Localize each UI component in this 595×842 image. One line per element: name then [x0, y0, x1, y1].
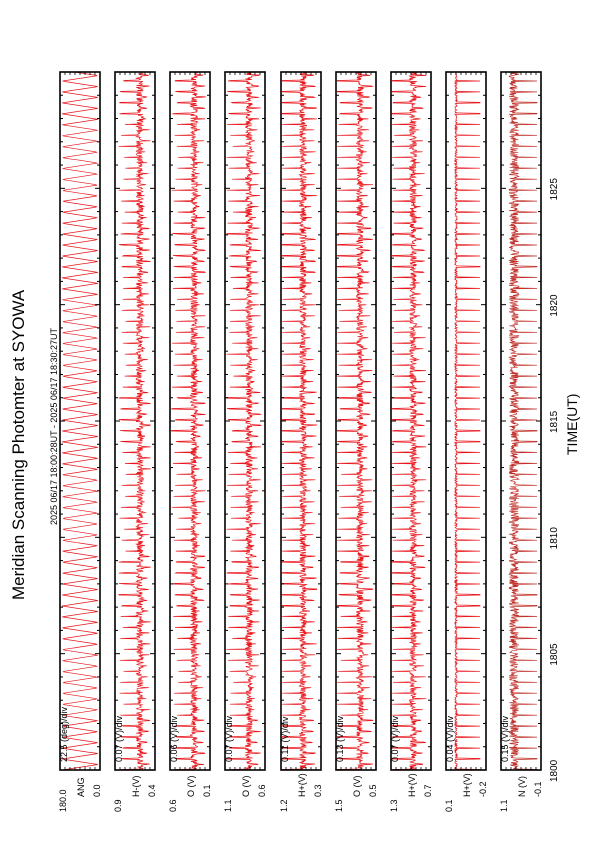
panel-3 — [168, 72, 212, 812]
panel-channel-label: H+(V) — [407, 773, 417, 797]
panel-frame — [225, 72, 265, 770]
panel-scale-label: 0.04 (V)/div — [445, 715, 455, 762]
panel-channel-label: O (V) — [352, 775, 362, 797]
series-trace — [455, 72, 480, 770]
panel-frame — [170, 72, 210, 770]
panel-y-bottom-label: 0.3 — [313, 784, 323, 797]
panel-scale-label: 0.15 (V)/div — [500, 715, 510, 762]
panel-channel-label: O (V) — [241, 775, 251, 797]
x-tick-label: 1825 — [549, 178, 560, 201]
panel-4 — [223, 72, 267, 812]
panel-frame — [115, 72, 155, 770]
panel-9 — [499, 72, 543, 812]
series-trace — [392, 72, 426, 770]
panel-channel-label: ANG — [76, 777, 86, 797]
panel-frame — [446, 72, 486, 770]
x-tick-label: 1810 — [549, 527, 560, 550]
time-range-label: 2025 06/17 18:00:28UT - 2025 06/17 18:30:27UT — [49, 328, 59, 525]
panel-scale-label: 0.11 (V)/div — [280, 716, 290, 762]
panel-y-top-label: 1.5 — [334, 799, 344, 812]
series-trace — [226, 72, 261, 770]
series-trace — [171, 72, 206, 770]
panel-y-top-label: 1.3 — [389, 799, 399, 812]
x-axis-label: TIME(UT) — [564, 393, 580, 455]
panel-y-top-label: 0.9 — [113, 799, 123, 812]
panel-channel-label: N (V) — [517, 776, 527, 797]
panel-y-top-label: 1.1 — [223, 799, 233, 812]
panel-y-top-label: 0.6 — [168, 799, 178, 812]
panel-channel-label: O (V) — [186, 775, 196, 797]
panel-y-bottom-label: 0.4 — [147, 784, 157, 797]
series-trace — [62, 72, 98, 770]
panel-y-bottom-label: -0.1 — [533, 781, 543, 797]
x-tick-label: 1820 — [549, 294, 560, 317]
series-trace — [337, 72, 373, 770]
panel-scale-label: 0.07 (V)/div — [224, 715, 234, 762]
panel-7 — [389, 72, 433, 812]
x-tick-label: 1815 — [549, 410, 560, 433]
panel-y-top-label: 1.2 — [279, 799, 289, 812]
panel-y-bottom-label: 0.1 — [202, 784, 212, 797]
series-trace — [509, 72, 537, 770]
chart-title: Meridian Scanning Photomter at SYOWA — [9, 289, 28, 600]
panel-y-bottom-label: 0.0 — [92, 784, 102, 797]
panel-y-bottom-label: -0.2 — [478, 781, 488, 797]
x-tick-label: 1805 — [549, 643, 560, 666]
series-trace — [119, 72, 151, 770]
panel-2 — [113, 72, 157, 812]
panel-channel-label: H+(V) — [462, 773, 472, 797]
panel-scale-label: 22.5 (deg)/div — [59, 706, 69, 762]
panel-y-top-label: 180.0 — [58, 789, 68, 812]
panel-frame — [501, 72, 541, 770]
panel-scale-label: 0.07 (V)/div — [390, 715, 400, 762]
chart-root — [9, 72, 580, 812]
panel-6 — [334, 72, 378, 812]
panel-1 — [58, 72, 102, 812]
panel-y-top-label: 0.1 — [444, 799, 454, 812]
panel-scale-label: 0.07 (V)/div — [114, 715, 124, 762]
panel-y-bottom-label: 0.7 — [423, 784, 433, 797]
panel-8 — [444, 72, 488, 812]
panel-scale-label: 0.06 (V)/div — [169, 715, 179, 762]
panel-channel-label: H+(V) — [297, 773, 307, 797]
panel-y-top-label: 1.1 — [499, 799, 509, 812]
x-tick-label: 1800 — [549, 759, 560, 782]
panel-channel-label: H-(V) — [131, 775, 141, 797]
series-trace — [282, 72, 317, 770]
panel-y-bottom-label: 0.6 — [257, 784, 267, 797]
panel-5 — [279, 72, 323, 812]
panel-scale-label: 0.13 (V)/div — [335, 715, 345, 762]
panel-frame — [336, 72, 376, 770]
panel-y-bottom-label: 0.5 — [368, 784, 378, 797]
